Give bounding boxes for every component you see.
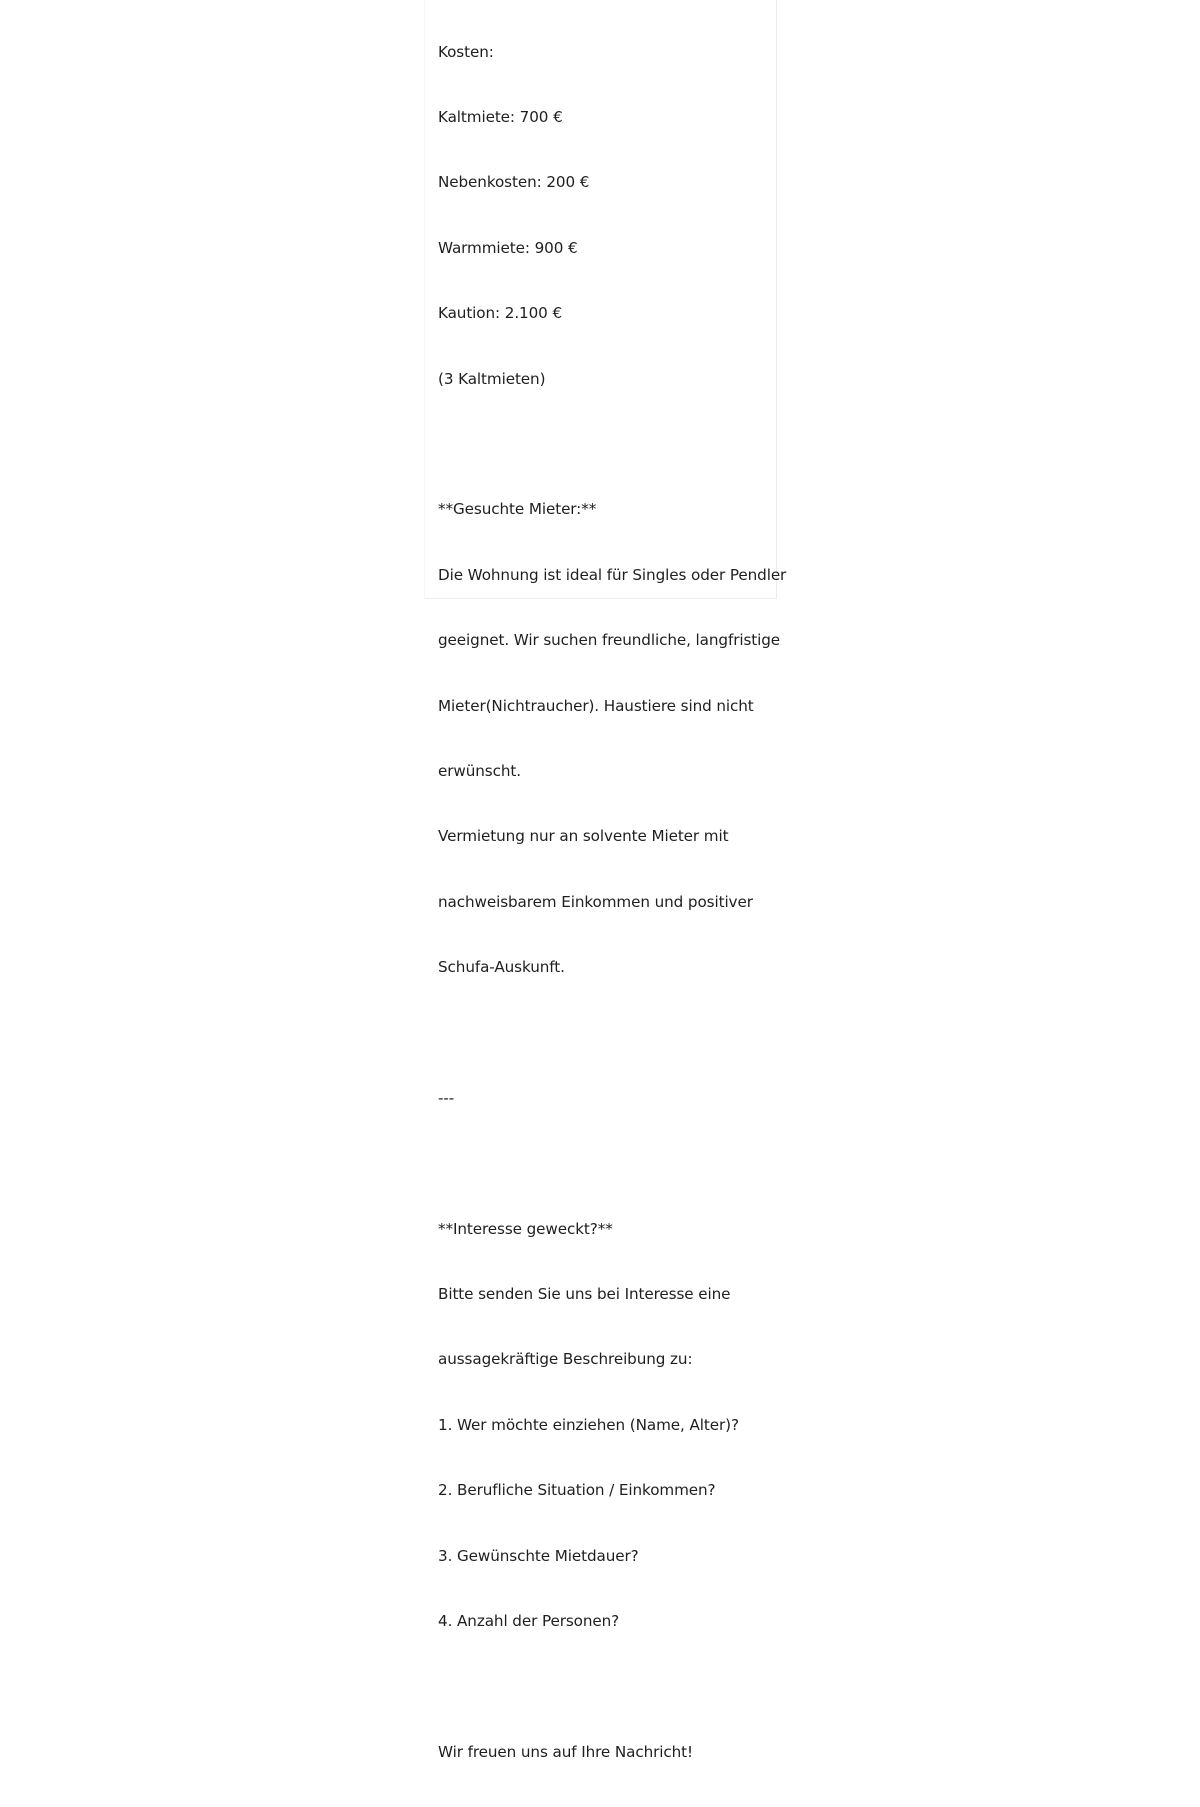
interest-question-3: 3. Gewünschte Mietdauer?: [438, 1546, 639, 1565]
tenants-text-line: Vermietung nur an solvente Mieter mit: [438, 827, 729, 846]
listing-description-card: [424, 0, 787, 1761]
interest-heading: **Interesse geweckt?**: [438, 1219, 613, 1238]
tenants-text-line: erwünscht.: [438, 761, 521, 780]
cost-deposit: Kaution: 2.100 €: [438, 304, 563, 323]
closing-text: Wir freuen uns auf Ihre Nachricht!: [438, 1742, 694, 1761]
interest-text-line: aussagekräftige Beschreibung zu:: [438, 1350, 693, 1369]
cost-cold-rent: Kaltmiete: 700 €: [438, 107, 563, 126]
interest-question-1: 1. Wer möchte einziehen (Name, Alter)?: [438, 1415, 739, 1434]
costs-heading: Kosten:: [438, 42, 494, 61]
interest-text-line: Bitte senden Sie uns bei Interesse eine: [438, 1285, 731, 1304]
blank-line: [438, 1153, 773, 1175]
cost-deposit-note: (3 Kaltmieten): [438, 369, 546, 388]
interest-question-4: 4. Anzahl der Personen?: [438, 1611, 620, 1630]
tenants-text-line: Mieter(Nichtraucher). Haustiere sind nicht: [438, 696, 754, 715]
tenants-text-line: geeignet. Wir suchen freundliche, langfristige: [438, 631, 781, 650]
blank-line: [438, 1676, 773, 1698]
tenants-text-line: nachweisbarem Einkommen und positiver: [438, 892, 753, 911]
separator: ---: [438, 1088, 455, 1107]
blank-line: [438, 1022, 773, 1044]
interest-question-2: 2. Berufliche Situation / Einkommen?: [438, 1481, 716, 1500]
blank-line: [438, 434, 773, 456]
tenants-heading: **Gesuchte Mieter:**: [438, 500, 597, 519]
cost-utilities: Nebenkosten: 200 €: [438, 173, 590, 192]
cost-warm-rent: Warmmiete: 900 €: [438, 238, 578, 257]
tenants-text-line: Die Wohnung ist ideal für Singles oder Pendler: [438, 565, 787, 584]
tenants-text-line: Schufa-Auskunft.: [438, 958, 565, 977]
listing-description-text: [438, 0, 787, 1807]
